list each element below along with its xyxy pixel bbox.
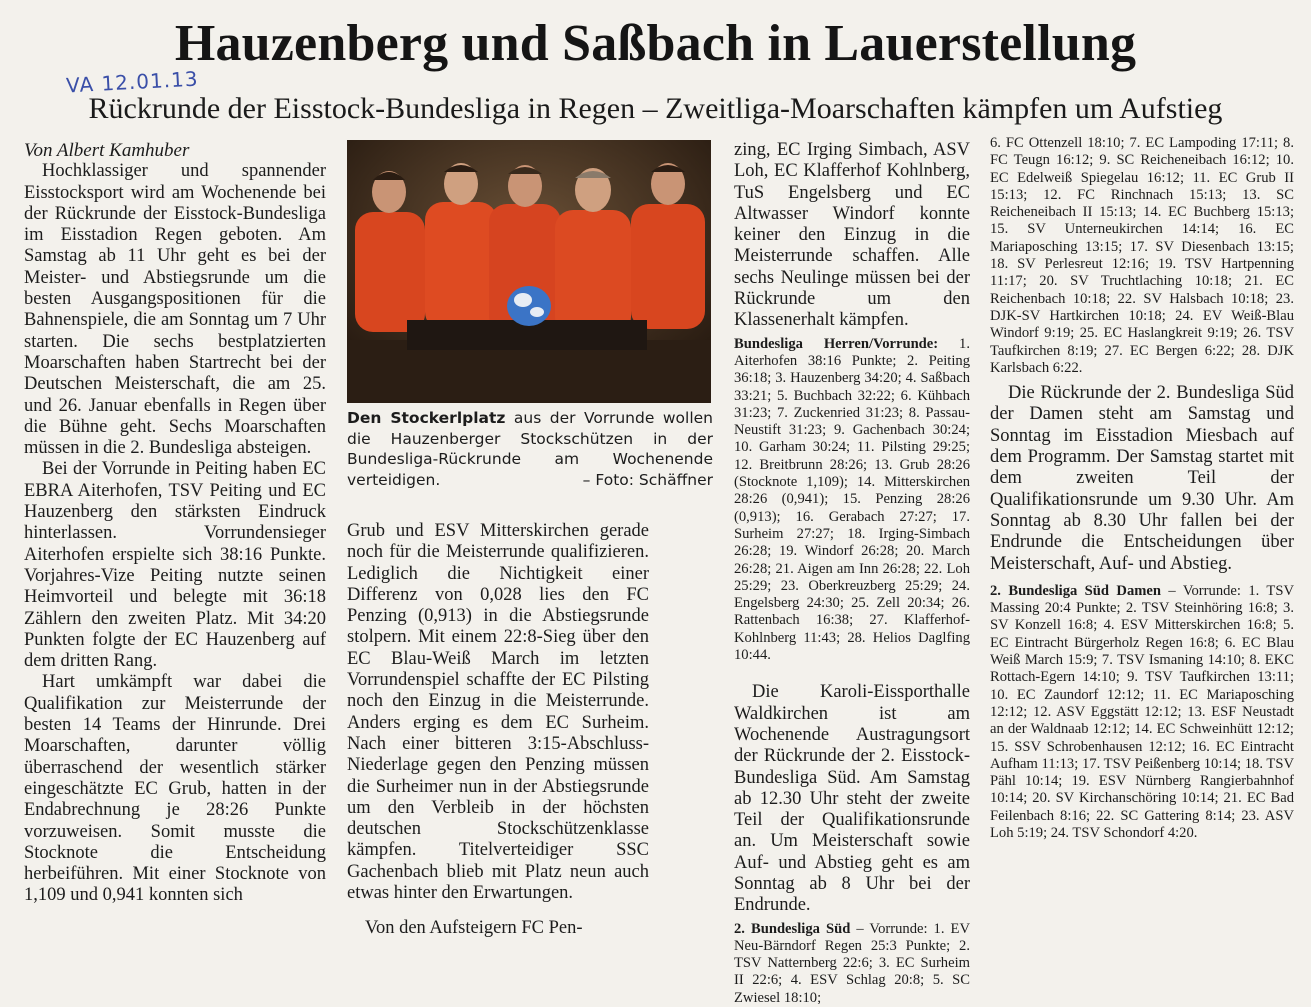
paragraph: Bei der Vorrunde in Peiting haben EC EBRA Aiterhofen, TSV Peiting und EC Hauzenberg den stärksten Eindruck hinterlassen. Vorrundensieger Aiterhofen erspielte sich 38:16 Punkte. Vorjahres-Vize Peiting nutzte seinen Heimvorteil und belegte mit 36:18 Zählern den zweiten Platz. Mit 34:20 Punkten folgte der EC Hauzenberg auf dem dritten Rang. — [24, 459, 326, 672]
team-photo — [347, 140, 711, 403]
headline: Hauzenberg und Saßbach in Lauerstellung — [174, 15, 1137, 72]
paragraph: Die Rückrunde der 2. Bundesliga Süd der Damen steht am Samstag und Sonntag im Eisstadion Miesbach auf dem Programm. Der Samstag startet mit dem zweiten Teil der Qualifikationsrunde um 9.30 Uhr. Am Sonntag ab 8.30 Uhr fallen bei der Endrunde die Entscheidungen über Meisterschaft, Auf- und Abstieg. — [990, 383, 1294, 574]
results-bundesliga-herren — [734, 336, 970, 665]
trophy-icon — [507, 286, 551, 326]
results-2-bundesliga-sued-damen — [990, 583, 1294, 842]
column-1 — [24, 140, 326, 1002]
paragraph: Von den Aufsteigern FC Pen- — [365, 918, 583, 939]
subheadline: Rückrunde der Eisstock-Bundesliga in Regen – Zweitliga-Moarschaften kämpfen um Aufstieg — [88, 92, 1223, 125]
results-title: 2. Bundesliga Süd — [734, 920, 851, 937]
results-2-bundesliga-sued — [734, 921, 970, 1004]
byline: Von Albert Kamhuber — [24, 140, 190, 161]
paragraph: Die Karoli-Eissporthalle Waldkirchen ist am Wochenende Austragungsort der Rückrunde der 2. Eisstock-Bundesliga Süd. Am Samstag ab 12.30 Uhr steht der zweite Teil der Qualifikationsrunde an. Um Meisterschaft sowie Auf- und Abstieg geht es am Sonntag ab 8 Uhr bei der Endrunde. — [734, 682, 970, 916]
results-list: 1. Aiterhofen 38:16 Punkte; 2. Peiting 36:18; 3. Hauzenberg 34:20; 4. Saßbach 33:21; 5. Buchbach 32:22; 6. Kühbach 31:23; 7. Zuckenried 31:23; 8. Passau-Neustift 31:23; 9. Gachenbach 30:24; 10. Garham 30:24; 11. Pilsting 29:25; 12. Breitbrunn 28:26; 13. Grub 28:26 (Stocknote 1,109); 14. Mitterskirchen 28:26 (0,941); 15. Penzing 28:26 (0,913); 16. Gerabach 27:27; 17. Surheim 27:27; 18. Irging-Simbach 26:28; 19. Windorf 26:28; 20. March 26:28; 21. Aigen am Inn 26:28; 22. Loh 25:29; 23. Oberkreuzberg 25:29; 24. Engelsberg 24:30; 25. Zell 20:34; 26. Rattenbach 16:38; 27. Klafferhof-Kohlnberg 11:43; 28. Helios Daglfing 10:44. — [734, 335, 970, 664]
results-title: 2. Bundesliga Süd Damen — [990, 582, 1162, 599]
photo-caption — [347, 408, 713, 490]
paragraph: Hart umkämpft war dabei die Qualifikation zur Meisterrunde der besten 14 Teams der Hinrunde. Drei Moarschaften, darunter völlig überraschend der wesentlich stärker eingeschätzte EC Grub, hatten in der Endabrechnung je 28:26 Punkte vorzuweisen. Somit musste die Stocknote die Entscheidung herbeiführen. Mit einer Stocknote von 1,109 und 0,941 konnten sich — [24, 672, 326, 906]
handwritten-date-stamp: VA 12.01.13 — [65, 66, 200, 98]
column-2 — [347, 521, 649, 1003]
results-list: – Vorrunde: 1. TSV Massing 20:4 Punkte; 2. TSV Steinhöring 16:8; 3. SV Konzell 16:8; 4. ESV Mitterskirchen 16:8; 5. EC Eintracht Bürgerholz Regen 16:8; 6. EC Blau Weiß March 15:9; 7. TSV Ismaning 14:10; 8. EKC Rottach-Egern 14:10; 9. TSV Taufkirchen 13:11; 10. EC Zaundorf 12:12; 11. EC Mariaposching 12:12; 12. ASV Eggstätt 12:12; 13. ESF Neustadt an der Waldnaab 12:12; 14. EC Schweinhütt 12:12; 15. SSV Schrobenhausen 12:12; 16. EC Eintracht Aufham 11:13; 17. TSV Peißenberg 10:14; 18. TSV Pähl 10:14; 19. ESV Nürnberg Rangierbahnhof 10:14; 20. SV Kirchanschöring 10:14; 21. EC Bad Feilenbach 8:16; 22. SC Gattering 8:14; 23. ASV Loh 5:19; 24. TSV Schondorf 4:20. — [990, 582, 1294, 841]
column-3 — [734, 140, 970, 1004]
paragraph: Hochklassiger und spannender Eisstocksport wird am Wochenende bei der Rückrunde der Eisstock-Bundesliga im Eisstadion Regen geboten. Am Samstag ab 11 Uhr geht es bei der Meister- und Abstiegsrunde um die besten Ausgangspositionen für die Bahnenspiele, die am Sonntag um 7 Uhr starten. Die sechs bestplatzierten Moarschaften haben Startrecht bei der Deutschen Meisterschaft, die am 25. und 26. Januar ebenfalls in Regen über die Bühne geht. Sechs Moarschaften müssen in die 2. Bundesliga absteigen. — [24, 161, 326, 459]
results-continuation: 6. FC Ottenzell 18:10; 7. EC Lampoding 17:11; 8. FC Teugn 16:12; 9. SC Reicheneibach 16:12; 10. EC Edelweiß Spiegelau 16:12; 11. EC Grub II 15:13; 12. FC Rinchnach 15:13; 13. SC Reicheneibach II 15:13; 14. EC Buchberg 15:13; 15. SV Unterneukirchen 14:14; 16. EC Mariaposching 13:15; 17. SV Diesenbach 13:15; 18. SV Perlesreut 12:16; 19. TSV Hartpenning 11:17; 20. SV Truchtlaching 10:18; 21. EC Reichenbach 10:18; 22. SV Halsbach 10:18; 23. DJK-SV Hartkirchen 10:18; 24. EV Weiß-Blau Windorf 9:19; 25. EC Haslangkreit 9:19; 26. TSV Taufkirchen 8:19; 27. EC Bergen 6:22; 28. DJK Karlsbach 6:22. — [990, 135, 1294, 376]
column-4 — [990, 135, 1294, 1004]
caption-lead: Den Stockerlplatz — [347, 409, 506, 427]
spacer — [734, 664, 970, 682]
caption-text: aus der Vorrunde wollen die Hauzenberger Stockschützen in der Bundesliga-Rückrunde am Wochenende verteidigen. — [347, 409, 713, 489]
photo-credit: – Foto: Schäffner — [582, 470, 713, 489]
results-title: Bundesliga Herren/Vorrunde: — [734, 335, 939, 352]
paragraph: zing, EC Irging Simbach, ASV Loh, EC Klafferhof Kohlnberg, TuS Engelsberg und EC Altwasser Windorf konnte keiner den Einzug in die Meisterrunde schaffen. Alle sechs Neulinge müssen bei der Rückrunde um den Klassenerhalt kämpfen. — [734, 140, 970, 331]
results-list: – Vorrunde: 1. EV Neu-Bärndorf Regen 25:3 Punkte; 2. TSV Natternberg 22:6; 3. EC Surheim II 22:6; 4. ESV Schlag 20:8; 5. SC Zwiesel 18:10; — [734, 920, 970, 1004]
paragraph: Grub und ESV Mitterskirchen gerade noch für die Meisterrunde qualifizieren. Lediglich die Nichtigkeit einer Differenz von 0,028 lies den FC Penzing (0,913) in die Abstiegsrunde stolpern. Mit einem 22:8-Sieg über den EC Blau-Weiß March im letzten Vorrundenspiel schaffte der EC Pilsting noch den Einzug in die Meisterrunde. Anders erging es dem EC Surheim. Nach einer bitteren 3:15-Abschluss-Niederlage gegen den Penzing müssen die Surheimer nun in der Abstiegsrunde um den Verbleib in der höchsten deutschen Stockschützenklasse kämpfen. Titelverteidiger SSC Gachenbach blieb mit Platz neun auch etwas hinter den Erwartungen. — [347, 521, 649, 904]
